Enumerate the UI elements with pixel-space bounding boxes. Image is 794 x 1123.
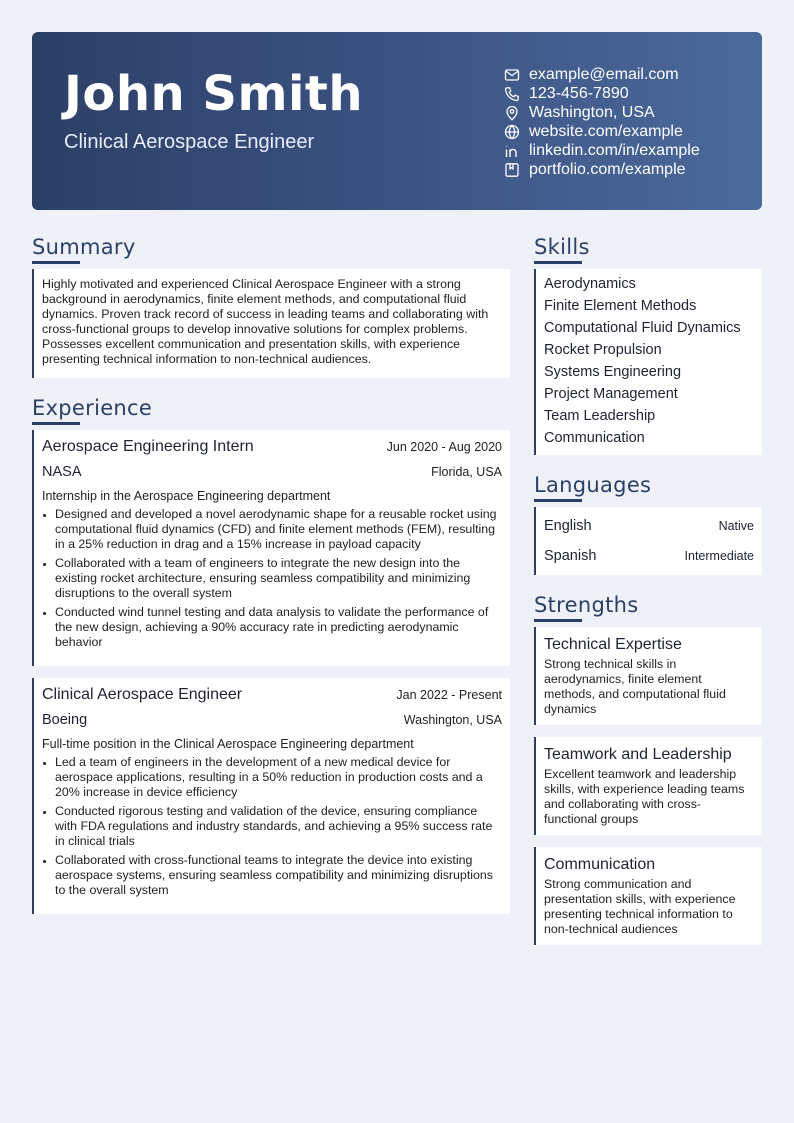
strength-card xyxy=(534,847,762,945)
languages-card xyxy=(534,507,762,575)
skill-item: Communication xyxy=(544,430,645,446)
strength-description: Strong technical skills in aerodynamics, finite element methods, and computational fluid dynamics xyxy=(544,657,726,716)
job-company-row xyxy=(42,712,502,728)
skill-item: Finite Element Methods xyxy=(544,298,697,314)
location-pin-icon xyxy=(504,105,520,121)
job-bullet: Collaborated with a team of engineers to integrate the new design into the existing rocket architecture, ensuring seamless compatibility and minimizing disruptions to the overall system xyxy=(42,556,502,601)
candidate-name: John Smith xyxy=(64,66,364,122)
globe-icon xyxy=(504,124,520,140)
language-level: Native xyxy=(718,519,754,533)
language-level: Intermediate xyxy=(684,549,754,563)
job-bullet: Collaborated with cross-functional teams to integrate the device into existing aerospace systems, ensuring seamless compatibility and minimizing disruptions to the overall system xyxy=(42,853,502,898)
job-header-row xyxy=(42,438,502,456)
strengths-section xyxy=(534,592,762,945)
skill-item: Computational Fluid Dynamics xyxy=(544,320,741,336)
strength-description: Excellent teamwork and leadership skills, with experience leading teams and collaborating with cross-functional groups xyxy=(544,767,745,826)
language-name: Spanish xyxy=(544,548,597,564)
language-row xyxy=(544,511,754,541)
contact-linkedin-text: linkedin.com/in/example xyxy=(529,141,700,159)
summary-section xyxy=(32,234,510,378)
experience-heading-underline xyxy=(32,422,80,425)
job-description: Full-time position in the Clinical Aerospace Engineering department xyxy=(42,737,414,751)
job-bullet: Designed and developed a novel aerodynamic shape for a reusable rocket using computational fluid dynamics (CFD) and finite element methods (FEM), resulting in a 25% reduction in drag and a 15% increase in payload capacity xyxy=(42,507,502,552)
skill-item: Aerodynamics xyxy=(544,276,636,292)
contact-phone-text: 123-456-7890 xyxy=(529,84,629,102)
strength-title: Communication xyxy=(544,856,656,873)
contact-portfolio-text: portfolio.com/example xyxy=(529,160,686,178)
skills-heading-underline xyxy=(534,261,582,264)
job-title: Clinical Aerospace Engineer xyxy=(42,686,243,703)
contact-website-text: website.com/example xyxy=(529,122,683,140)
job-bullets xyxy=(42,507,502,650)
experience-entry xyxy=(32,678,510,914)
job-bullet: Led a team of engineers in the development of a new medical device for aerospace applications, resulting in a 50% reduction in production costs and a 20% increase in device efficiency xyxy=(42,755,502,800)
skills-card xyxy=(534,269,762,455)
strength-description: Strong communication and presentation skills, with experience presenting technical information to non-technical audiences xyxy=(544,877,736,936)
experience-heading: Experience xyxy=(32,396,153,420)
contact-email[interactable] xyxy=(504,65,700,84)
email-icon xyxy=(504,67,520,83)
contact-website[interactable] xyxy=(504,122,700,141)
skill-item: Rocket Propulsion xyxy=(544,342,662,358)
contact-phone[interactable] xyxy=(504,84,700,103)
contact-email-text: example@email.com xyxy=(529,65,679,83)
skill-item: Systems Engineering xyxy=(544,364,682,380)
job-location: Florida, USA xyxy=(431,465,502,479)
job-company-row xyxy=(42,464,502,480)
job-bullet: Conducted rigorous testing and validation of the device, ensuring compliance with FDA regulations and industry standards, and achieving a 95% success rate in clinical trials xyxy=(42,804,502,849)
portfolio-icon xyxy=(504,162,520,178)
job-company: NASA xyxy=(42,464,82,480)
strength-card xyxy=(534,737,762,835)
job-date: Jun 2020 - Aug 2020 xyxy=(386,440,502,454)
strength-title: Teamwork and Leadership xyxy=(544,746,732,763)
job-bullets xyxy=(42,755,502,898)
resume-header xyxy=(32,32,762,210)
contact-linkedin[interactable] xyxy=(504,141,700,160)
job-company: Boeing xyxy=(42,712,88,728)
language-name: English xyxy=(544,518,592,534)
summary-text: Highly motivated and experienced Clinical Aerospace Engineer with a strong background in aerodynamics, finite element methods, and computational fluid dynamics. Proven track record of success in leading teams and collaborating with cross-functional groups to develop innovative solutions for complex problems. Possesses excellent communication and presentation skills, with experience presenting technical information to non-technical audiences. xyxy=(42,277,489,366)
job-date: Jan 2022 - Present xyxy=(396,688,502,702)
summary-heading-underline xyxy=(32,261,80,264)
strength-card xyxy=(534,627,762,725)
experience-section xyxy=(32,395,510,914)
phone-icon xyxy=(504,86,520,102)
summary-card xyxy=(32,269,510,378)
job-description: Internship in the Aerospace Engineering department xyxy=(42,489,331,503)
languages-heading: Languages xyxy=(534,473,652,497)
contact-list xyxy=(504,65,700,179)
side-column xyxy=(534,234,762,957)
experience-entry xyxy=(32,430,510,666)
skill-item: Team Leadership xyxy=(544,408,656,424)
job-header-row xyxy=(42,686,502,704)
strengths-heading-underline xyxy=(534,619,582,622)
candidate-role: Clinical Aerospace Engineer xyxy=(64,131,315,153)
linkedin-icon xyxy=(504,143,520,159)
contact-location xyxy=(504,103,700,122)
language-row xyxy=(544,541,754,571)
contact-location-text: Washington, USA xyxy=(529,103,655,121)
skills-heading: Skills xyxy=(534,235,590,259)
summary-heading: Summary xyxy=(32,235,136,259)
skill-item: Project Management xyxy=(544,386,678,402)
contact-portfolio[interactable] xyxy=(504,160,700,179)
languages-section xyxy=(534,472,762,575)
skills-section xyxy=(534,234,762,455)
job-location: Washington, USA xyxy=(403,713,502,727)
job-bullet: Conducted wind tunnel testing and data analysis to validate the performance of the new design, achieving a 90% accuracy rate in predicting aerodynamic behavior xyxy=(42,605,502,650)
strengths-heading: Strengths xyxy=(534,593,639,617)
languages-heading-underline xyxy=(534,499,582,502)
strength-title: Technical Expertise xyxy=(544,636,682,653)
job-title: Aerospace Engineering Intern xyxy=(42,438,254,455)
main-column xyxy=(32,234,510,926)
